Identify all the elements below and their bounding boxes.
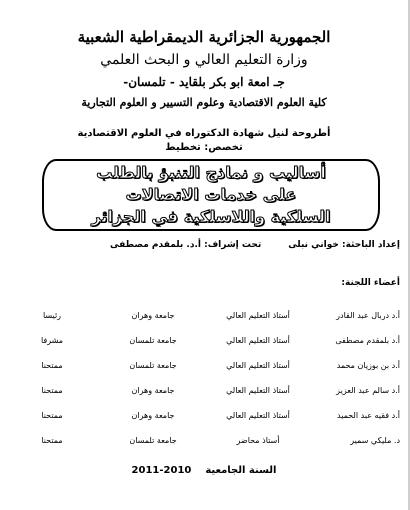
jury-rank: أستاذ التعليم العالي	[226, 411, 290, 420]
jury-name: أ.د بلمقدم مصطفى	[335, 336, 400, 345]
jury-row	[0, 411, 408, 425]
jury-row	[0, 361, 408, 375]
university-heading: جـ امعة ابو بكر بلقايد - تلمسان-	[123, 75, 285, 89]
student-name: إعداد الباحثة: خواني نبلى	[288, 240, 400, 250]
jury-role: ممتحنا	[41, 411, 63, 420]
faculty-heading: كلية العلوم الاقتصادية وعلوم التسيير و العلوم التجارية	[81, 96, 327, 109]
academic-year-label: السنة الجامعية	[205, 465, 277, 476]
republic-heading: الجمهورية الجزائرية الديمقراطية الشعبية	[77, 28, 331, 46]
jury-university: جامعة وهران	[131, 386, 175, 395]
specialty-label: تخصص: تخطيط	[165, 142, 243, 153]
jury-role: ممتحنا	[41, 361, 63, 370]
jury-name: أ.د دربال عبد القادر	[336, 311, 400, 320]
jury-rank: أستاذ التعليم العالي	[226, 336, 290, 345]
jury-row	[0, 336, 408, 350]
ministry-heading: وزارة التعليم العالي و البحث العلمي	[100, 52, 308, 68]
thesis-title-line-3: السلكية واللاسلكية في الجزائر	[91, 207, 331, 226]
jury-university: جامعة تلمسان	[129, 336, 177, 345]
thesis-title-line-2: على خدمات الاتصالات	[125, 185, 297, 204]
jury-rank: أستاذ التعليم العالي	[226, 361, 290, 370]
jury-row	[0, 436, 408, 450]
jury-name: أ.د سالم عبد العزيز	[336, 386, 400, 395]
jury-heading: أعضاء اللجنة:	[341, 278, 400, 288]
jury-role: رئيسا	[42, 311, 62, 320]
jury-rank: أستاذ التعليم العالي	[226, 386, 290, 395]
thesis-description: أطروحة لنيل شهادة الدكتوراه في العلوم الاقتصادية	[77, 128, 331, 139]
jury-rank: أستاذ محاضر	[236, 436, 280, 445]
jury-row	[0, 386, 408, 400]
jury-university: جامعة وهران	[131, 311, 175, 320]
jury-row	[0, 311, 408, 325]
jury-role: ممتحنا	[41, 386, 63, 395]
jury-name: د. مليكي سمير	[350, 436, 400, 445]
jury-university: جامعة وهران	[131, 411, 175, 420]
thesis-title-box	[42, 159, 380, 231]
thesis-title-line-1: أساليب و نماذج التنبؤ بالطلب	[96, 163, 326, 182]
jury-university: جامعة تلمسان	[129, 361, 177, 370]
academic-year-value: 2011-2010	[131, 465, 192, 476]
academic-year	[0, 465, 408, 476]
jury-role: مشرفا	[40, 336, 64, 345]
jury-name: أ.د فقيه عبد الحميد	[337, 411, 400, 420]
jury-role: ممتحنا	[41, 436, 63, 445]
jury-name: أ.د بن بوزيان محمد	[336, 361, 400, 370]
jury-university: جامعة تلمسان	[129, 436, 177, 445]
jury-rank: أستاذ التعليم العالي	[226, 311, 290, 320]
supervisor-name: تحت إشراف: أ.د. بلمقدم مصطفى	[110, 240, 262, 250]
